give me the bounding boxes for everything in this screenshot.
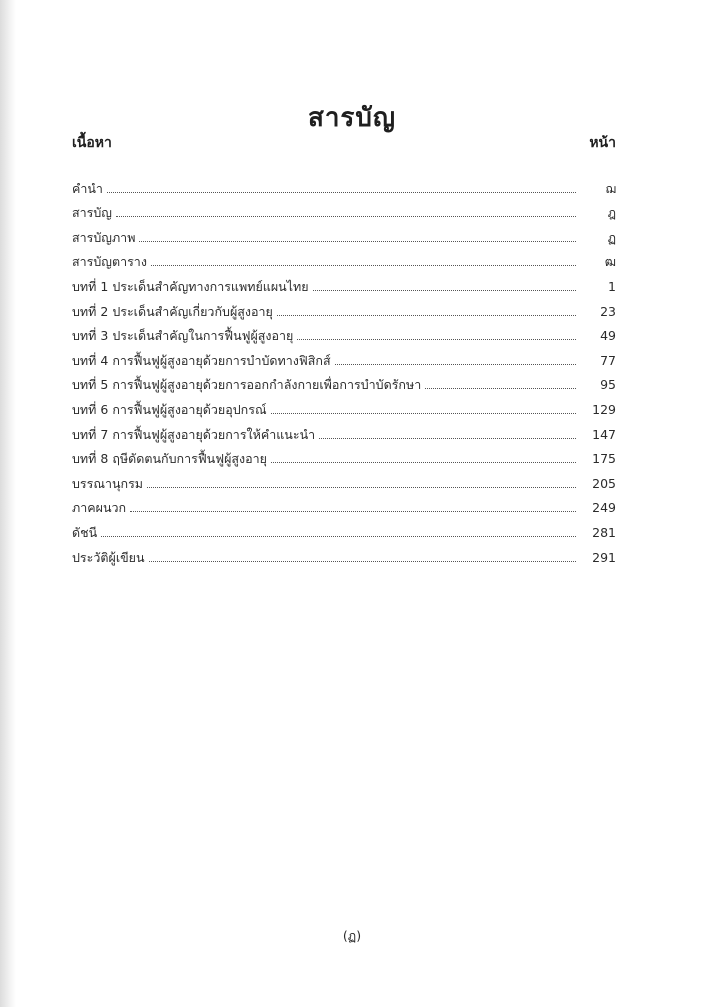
toc-entry-page: 129 bbox=[592, 401, 616, 417]
page-edge-shadow bbox=[0, 0, 16, 1007]
toc-entry-page: 291 bbox=[592, 549, 616, 565]
toc-entry[interactable] bbox=[72, 369, 616, 394]
toc-entry[interactable] bbox=[72, 246, 616, 271]
toc-entry[interactable] bbox=[72, 172, 616, 197]
dot-leader bbox=[130, 511, 576, 512]
toc-entry-page: ฏ bbox=[607, 229, 616, 245]
dot-leader bbox=[277, 315, 576, 316]
page-column-header: หน้า bbox=[589, 135, 616, 151]
toc-entry-title: บทที่ 1 ประเด็นสำคัญทางการแพทย์แผนไทย bbox=[72, 278, 309, 294]
toc-entry[interactable] bbox=[72, 270, 616, 295]
toc-entry-title: บทที่ 5 การฟื้นฟูผู้สูงอายุด้วยการออกกำลังกายเพื่อการบำบัดรักษา bbox=[72, 377, 422, 393]
toc-entry-page: 147 bbox=[592, 426, 616, 442]
toc-entry-title: บทที่ 3 ประเด็นสำคัญในการฟื้นฟูผู้สูงอายุ bbox=[72, 328, 294, 344]
toc-entry-page: 175 bbox=[592, 451, 616, 467]
toc-entry-page: 77 bbox=[600, 352, 616, 368]
toc-entry[interactable] bbox=[72, 516, 616, 541]
toc-entry-title: คำนำ bbox=[72, 180, 103, 196]
toc-entry-page: ฒ bbox=[604, 254, 616, 270]
toc-entry-title: บทที่ 7 การฟื้นฟูผู้สูงอายุด้วยการให้คำแนะนำ bbox=[72, 426, 316, 442]
toc-entry-title: สารบัญตาราง bbox=[72, 254, 147, 270]
dot-leader bbox=[297, 339, 576, 340]
toc-entry[interactable] bbox=[72, 344, 616, 369]
page-number-footer: (ฏ) bbox=[342, 928, 362, 943]
dot-leader bbox=[101, 536, 576, 537]
dot-leader bbox=[319, 438, 576, 439]
dot-leader bbox=[116, 216, 576, 217]
table-of-contents bbox=[72, 172, 616, 566]
toc-entry[interactable] bbox=[72, 295, 616, 320]
toc-entry-title: บทที่ 4 การฟื้นฟูผู้สูงอายุด้วยการบำบัดทางฟิสิกส์ bbox=[72, 352, 331, 368]
dot-leader bbox=[271, 462, 576, 463]
toc-entry-title: ภาคผนวก bbox=[72, 500, 127, 516]
toc-entry-page: 49 bbox=[600, 328, 616, 344]
dot-leader bbox=[313, 290, 576, 291]
toc-entry-title: บทที่ 8 ฤษีดัดตนกับการฟื้นฟูผู้สูงอายุ bbox=[72, 451, 267, 467]
content-column-header: เนื้อหา bbox=[72, 135, 112, 151]
dot-leader bbox=[107, 192, 576, 193]
toc-entry[interactable] bbox=[72, 320, 616, 345]
toc-entry[interactable] bbox=[72, 541, 616, 566]
toc-entry-page: 249 bbox=[592, 500, 616, 516]
toc-entry-page: 281 bbox=[592, 524, 616, 540]
toc-entry[interactable] bbox=[72, 393, 616, 418]
dot-leader bbox=[151, 265, 576, 266]
toc-entry-title: ประวัติผู้เขียน bbox=[72, 549, 145, 565]
toc-entry-title: สารบัญ bbox=[72, 205, 112, 221]
toc-entry-page: 1 bbox=[608, 278, 616, 294]
dot-leader bbox=[147, 487, 576, 488]
dot-leader bbox=[149, 561, 576, 562]
toc-entry[interactable] bbox=[72, 418, 616, 443]
toc-entry-title: บทที่ 2 ประเด็นสำคัญเกี่ยวกับผู้สูงอายุ bbox=[72, 303, 273, 319]
toc-entry-title: สารบัญภาพ bbox=[72, 229, 136, 245]
toc-entry-title: ดัชนี bbox=[72, 524, 98, 540]
dot-leader bbox=[335, 364, 576, 365]
page-title: สารบัญ bbox=[307, 103, 397, 134]
toc-entry[interactable] bbox=[72, 467, 616, 492]
toc-entry-title: บรรณานุกรม bbox=[72, 475, 144, 491]
toc-entry-page: 205 bbox=[592, 475, 616, 491]
dot-leader bbox=[139, 241, 576, 242]
dot-leader bbox=[271, 413, 576, 414]
toc-entry[interactable] bbox=[72, 492, 616, 517]
dot-leader bbox=[425, 388, 576, 389]
toc-entry-page: ฌ bbox=[605, 180, 616, 196]
toc-entry[interactable] bbox=[72, 221, 616, 246]
toc-entry[interactable] bbox=[72, 197, 616, 222]
toc-entry[interactable] bbox=[72, 443, 616, 468]
toc-entry-title: บทที่ 6 การฟื้นฟูผู้สูงอายุด้วยอุปกรณ์ bbox=[72, 401, 267, 417]
toc-entry-page: 23 bbox=[600, 303, 616, 319]
toc-entry-page: ฎ bbox=[607, 205, 616, 221]
toc-entry-page: 95 bbox=[600, 377, 616, 393]
